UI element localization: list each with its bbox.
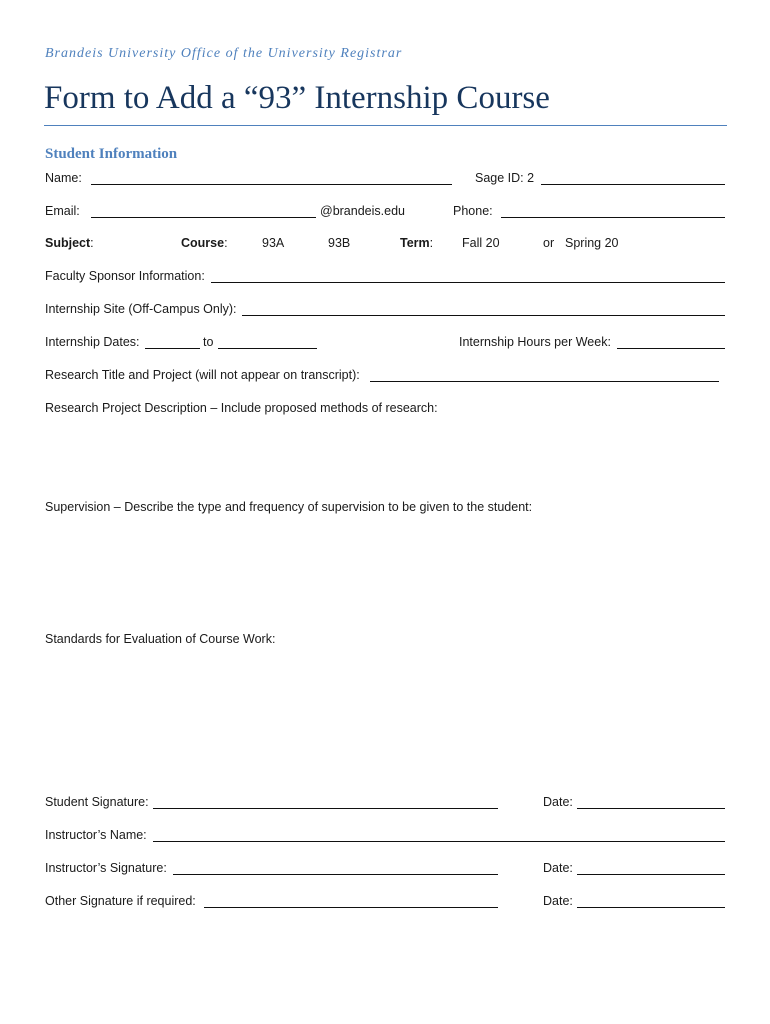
email-domain: @brandeis.edu (320, 204, 405, 218)
instructor-name-label: Instructor’s Name: (45, 828, 147, 842)
phone-field[interactable] (501, 217, 725, 218)
internship-end-date-field[interactable] (218, 348, 317, 349)
standards-area[interactable] (45, 651, 725, 786)
term-option-spring[interactable]: Spring 20 (565, 236, 619, 250)
title-divider (44, 125, 727, 126)
research-title-label: Research Title and Project (will not appear on transcript): (45, 368, 360, 382)
internship-hours-label: Internship Hours per Week: (459, 335, 611, 349)
research-description-area[interactable] (45, 420, 725, 490)
page-title: Form to Add a “93” Internship Course (44, 80, 550, 116)
email-label: Email: (45, 204, 80, 218)
internship-start-date-field[interactable] (145, 348, 200, 349)
name-label: Name: (45, 171, 82, 185)
dates-to-label: to (203, 335, 214, 349)
research-title-field[interactable] (370, 381, 719, 382)
student-signature-date-field[interactable] (577, 808, 725, 809)
faculty-sponsor-field[interactable] (211, 282, 725, 283)
other-signature-date-label: Date: (543, 894, 573, 908)
internship-site-label: Internship Site (Off-Campus Only): (45, 302, 237, 316)
instructor-signature-label: Instructor’s Signature: (45, 861, 167, 875)
internship-hours-field[interactable] (617, 348, 725, 349)
office-subtitle: Brandeis University Office of the University Registrar (45, 46, 403, 61)
course-option-93a[interactable]: 93A (262, 236, 285, 250)
term-option-fall[interactable]: Fall 20 (462, 236, 500, 250)
email-field[interactable] (91, 217, 316, 218)
name-field[interactable] (91, 184, 452, 185)
course-option-93b[interactable]: 93B (328, 236, 351, 250)
term-label-colon: : (429, 236, 434, 250)
student-signature-date-label: Date: (543, 795, 573, 809)
supervision-label: Supervision – Describe the type and frequency of supervision to be given to the student: (45, 500, 533, 514)
student-signature-field[interactable] (153, 808, 498, 809)
standards-label: Standards for Evaluation of Course Work: (45, 632, 276, 646)
instructor-name-field[interactable] (153, 841, 725, 842)
term-or: or (543, 236, 555, 250)
faculty-sponsor-label: Faculty Sponsor Information: (45, 269, 205, 283)
course-label-text: Course (181, 236, 225, 250)
instructor-signature-date-field[interactable] (577, 874, 725, 875)
research-description-label: Research Project Description – Include proposed methods of research: (45, 401, 438, 415)
course-label-colon: : (224, 236, 228, 250)
supervision-area[interactable] (45, 519, 725, 624)
internship-dates-label: Internship Dates: (45, 335, 140, 349)
section-heading-student-information: Student Information (45, 146, 178, 162)
other-signature-date-field[interactable] (577, 907, 725, 908)
student-signature-label: Student Signature: (45, 795, 149, 809)
other-signature-field[interactable] (204, 907, 498, 908)
instructor-signature-field[interactable] (173, 874, 498, 875)
instructor-signature-date-label: Date: (543, 861, 573, 875)
subject-label-text: Subject (45, 236, 91, 250)
sage-id-label: Sage ID: 2 (475, 171, 535, 185)
term-label-text: Term (400, 236, 430, 250)
other-signature-label: Other Signature if required: (45, 894, 196, 908)
subject-label (45, 236, 94, 250)
subject-label-colon: : (90, 236, 94, 250)
term-label (400, 236, 433, 250)
internship-site-field[interactable] (242, 315, 725, 316)
course-label (181, 236, 228, 250)
phone-label: Phone: (453, 204, 493, 218)
sage-id-field[interactable] (541, 184, 725, 185)
